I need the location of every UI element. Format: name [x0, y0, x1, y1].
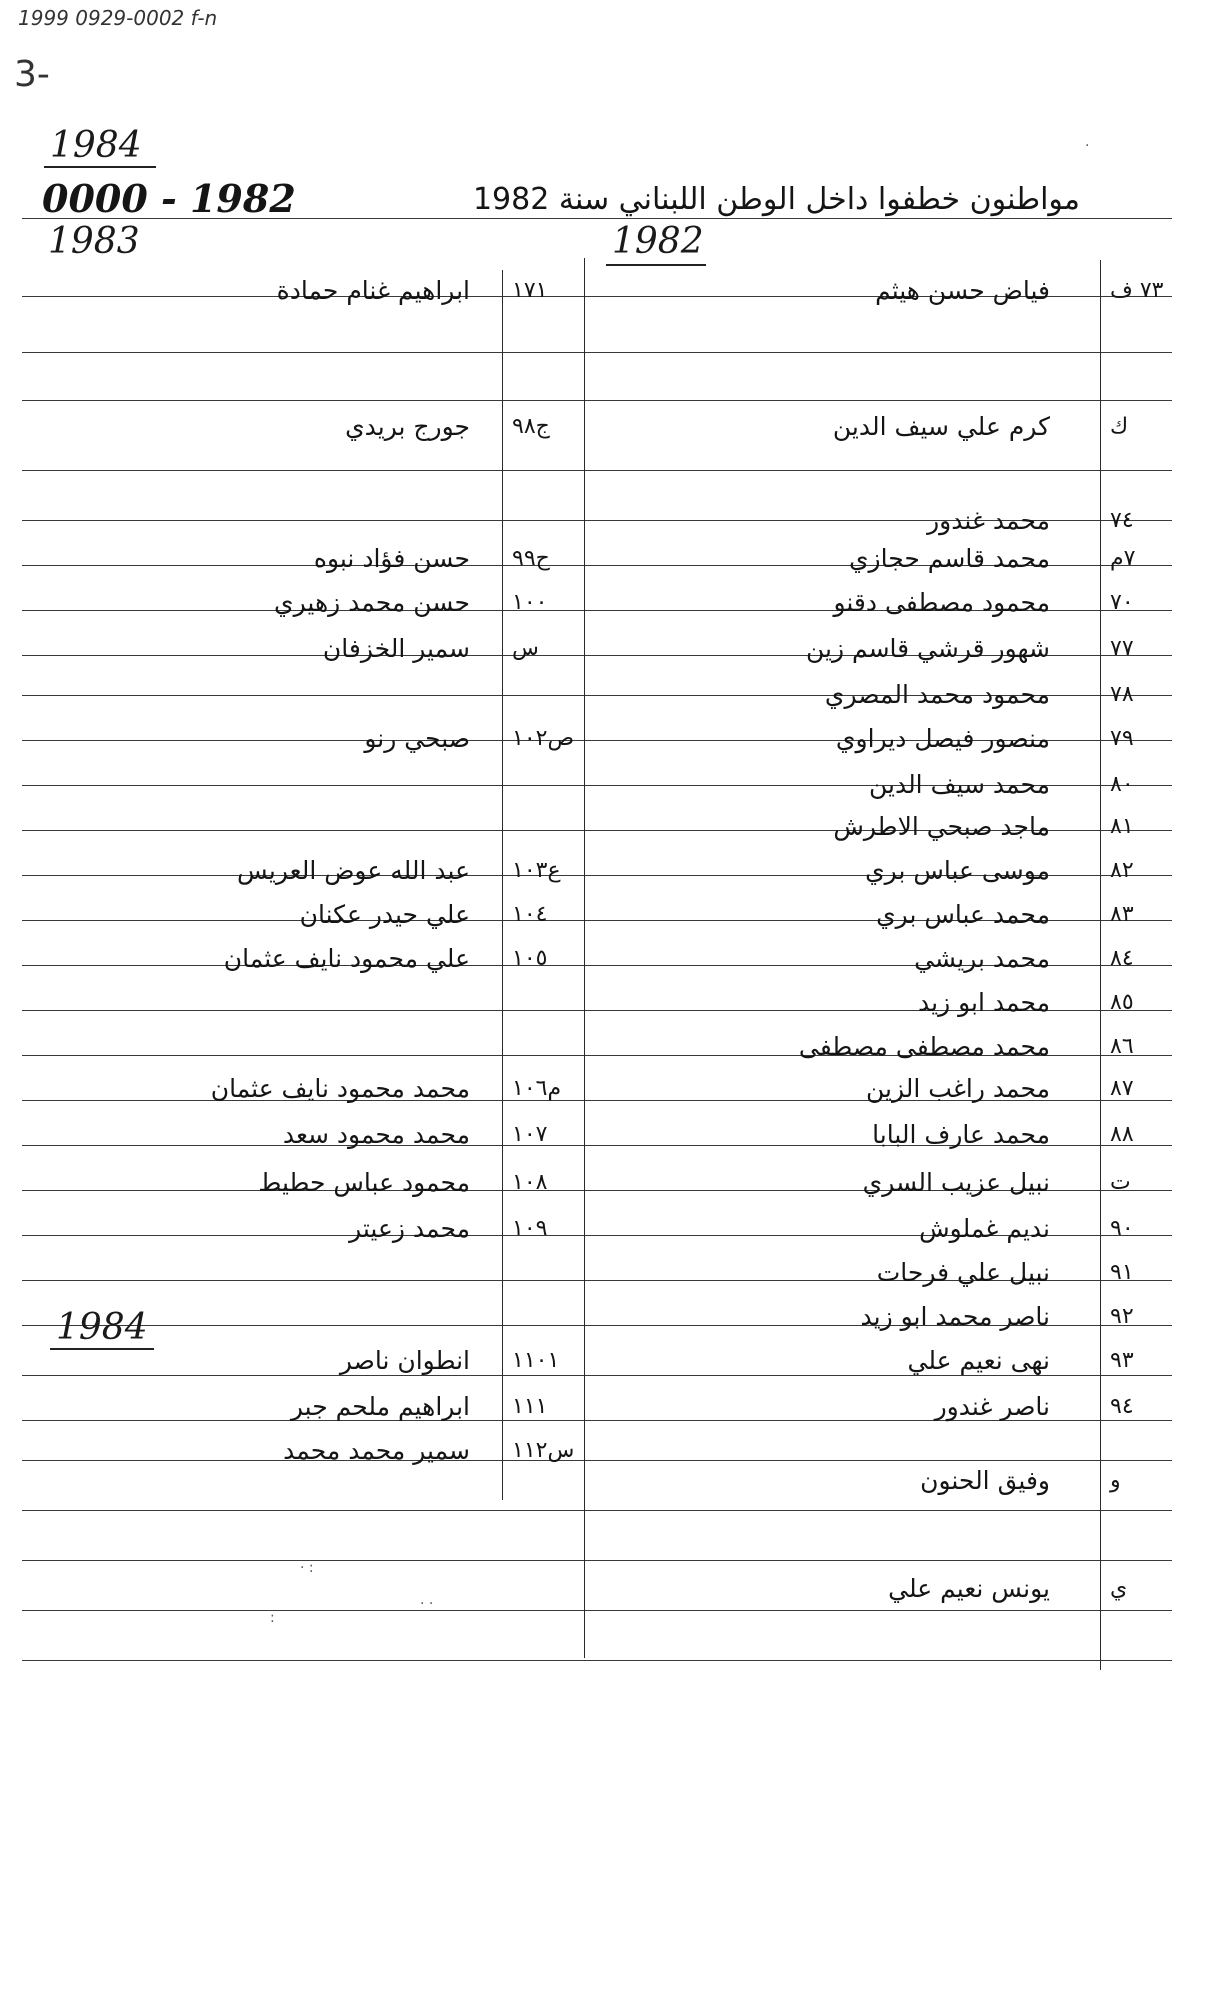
ruled-line: [22, 1560, 1172, 1561]
entry-number: ع١٠٣: [512, 858, 561, 883]
entry-number: ٧٨: [1110, 682, 1134, 707]
person-name: كرم علي سيف الدين: [832, 412, 1050, 441]
ruled-line: [22, 400, 1172, 401]
ruled-line: [22, 470, 1172, 471]
entry-number: ١٧١: [512, 278, 548, 303]
entry-number: ٩٣: [1110, 1348, 1134, 1373]
entry-number: ٨٨: [1110, 1122, 1134, 1147]
entry-number: ٨٠: [1110, 772, 1134, 797]
person-name: نبيل عزيب السري: [862, 1168, 1050, 1197]
entry-number: ١١١: [512, 1394, 548, 1419]
entry-number: ٩٢: [1110, 1304, 1134, 1329]
person-name: محمد مصطفى مصطفى: [798, 1032, 1050, 1061]
person-name: صبحي رنو: [364, 724, 470, 753]
entry-number: ٧٧: [1110, 636, 1134, 661]
col-right-year-underline: [606, 264, 706, 266]
person-name: يونس نعيم علي: [888, 1574, 1050, 1603]
entry-number: ١٠٨: [512, 1170, 548, 1195]
entry-number: ٨١: [1110, 814, 1134, 839]
entry-number: ٧٤: [1110, 508, 1134, 533]
entry-number: ١٠٩: [512, 1216, 548, 1241]
document-reference: 1999 0929-0002 f-n: [18, 6, 218, 30]
entry-number: ح٩٩: [512, 546, 550, 571]
person-name: جورج بريدي: [345, 412, 470, 441]
entry-number: م١٠٦: [512, 1076, 562, 1101]
col-left-year: 1983: [48, 221, 140, 262]
section-left-1984: 1984: [56, 1307, 148, 1348]
person-name: فياض حسن هيثم: [875, 276, 1050, 305]
entry-number: ت: [1110, 1170, 1131, 1195]
person-name: محمد راغب الزين: [866, 1074, 1050, 1103]
entry-number: ٩٤: [1110, 1394, 1134, 1419]
ruled-line: [22, 1510, 1172, 1511]
entry-number: ٩٠: [1110, 1216, 1134, 1241]
entry-number: ي: [1110, 1576, 1128, 1601]
entry-number: ١١٠١: [512, 1348, 560, 1373]
entry-number: ٨٥: [1110, 990, 1134, 1015]
entry-number: و: [1110, 1468, 1121, 1493]
year-top-underline: [44, 166, 156, 168]
person-name: وفيق الحنون: [920, 1466, 1050, 1495]
entry-number: س: [512, 636, 539, 661]
year-top: 1984: [50, 125, 142, 166]
entry-number: ٨٣: [1110, 902, 1134, 927]
entry-number: س١١٢: [512, 1438, 575, 1463]
entry-number: ٩١: [1110, 1260, 1134, 1285]
entry-number: ٨٦: [1110, 1034, 1134, 1059]
title-prefix: 0000 - 1982: [42, 176, 296, 221]
entry-number: ١٠٤: [512, 902, 548, 927]
person-name: محمد ابو زيد: [918, 988, 1050, 1017]
col-right-year: 1982: [612, 221, 704, 262]
ruled-line: [22, 1610, 1172, 1611]
entry-number: ص١٠٢: [512, 726, 575, 751]
person-name: انطوان ناصر: [339, 1346, 470, 1375]
person-name: محمد بريشي: [914, 944, 1050, 973]
person-name: محمد قاسم حجازي: [848, 544, 1050, 573]
entry-number: ١٠٠: [512, 590, 548, 615]
scan-speck: ·: [1085, 138, 1090, 154]
person-name: حسن فؤاد نبوه: [313, 544, 470, 573]
ruled-line: [22, 352, 1172, 353]
person-name: منصور فيصل ديراوي: [835, 724, 1050, 753]
person-name: ابراهيم ملحم جبر: [290, 1392, 470, 1421]
entry-number: ٧٠: [1110, 590, 1134, 615]
entry-number: ٧٩: [1110, 726, 1134, 751]
entry-number: ٨٤: [1110, 946, 1134, 971]
document-title: مواطنون خطفوا داخل الوطن اللبناني سنة 1982: [472, 182, 1080, 217]
person-name: نبيل علي فرحات: [876, 1258, 1050, 1287]
ruled-line: [22, 218, 1172, 219]
scan-speck: · :: [300, 1560, 314, 1576]
entry-number: ك: [1110, 414, 1129, 439]
entry-number: ٧م: [1110, 546, 1136, 571]
divider-left-numbers: [502, 270, 503, 1500]
person-name: موسى عباس بري: [865, 856, 1050, 885]
section-left-1984-underline: [50, 1348, 154, 1350]
person-name: سمير محمد محمد: [283, 1436, 470, 1465]
person-name: نهى نعيم علي: [907, 1346, 1050, 1375]
person-name: علي محمود نايف عثمان: [223, 944, 470, 973]
entry-number: ٧٣ ف: [1110, 278, 1164, 303]
person-name: ناصر غندور: [934, 1392, 1050, 1421]
person-name: محمد غندور: [927, 506, 1050, 535]
entry-number: ٨٢: [1110, 858, 1134, 883]
person-name: محمد محمود نايف عثمان: [210, 1074, 470, 1103]
person-name: عبد الله عوض العريس: [237, 856, 470, 885]
person-name: محمد محمود سعد: [282, 1120, 470, 1149]
entry-number: ١٠٥: [512, 946, 548, 971]
person-name: محمد زعيتر: [349, 1214, 470, 1243]
person-name: محمد عباس بري: [876, 900, 1050, 929]
person-name: محمد سيف الدين: [868, 770, 1050, 799]
person-name: علي حيدر عكنان: [299, 900, 470, 929]
entry-number: ٨٧: [1110, 1076, 1134, 1101]
person-name: نديم غملوش: [919, 1214, 1050, 1243]
person-name: سمير الخزفان: [322, 634, 470, 663]
divider-right-numbers: [1100, 260, 1101, 1670]
divider-center: [584, 258, 585, 1658]
person-name: ناصر محمد ابو زيد: [860, 1302, 1050, 1331]
person-name: ابراهيم غنام حمادة: [276, 276, 470, 305]
scan-speck: · ·: [420, 1596, 434, 1612]
person-name: محمد عارف البابا: [872, 1120, 1050, 1149]
person-name: حسن محمد زهيري: [274, 588, 470, 617]
entry-number: ١٠٧: [512, 1122, 548, 1147]
scan-speck: :: [270, 1610, 275, 1626]
person-name: محمود مصطفى دقنو: [833, 588, 1050, 617]
ruled-line: [22, 1660, 1172, 1661]
person-name: محمود محمد المصري: [824, 680, 1050, 709]
entry-number: ج٩٨: [512, 414, 550, 439]
page-number: 3-: [14, 54, 50, 95]
person-name: ماجد صبحي الاطرش: [833, 812, 1050, 841]
person-name: شهور قرشي قاسم زين: [805, 634, 1050, 663]
person-name: محمود عباس حطيط: [258, 1168, 470, 1197]
